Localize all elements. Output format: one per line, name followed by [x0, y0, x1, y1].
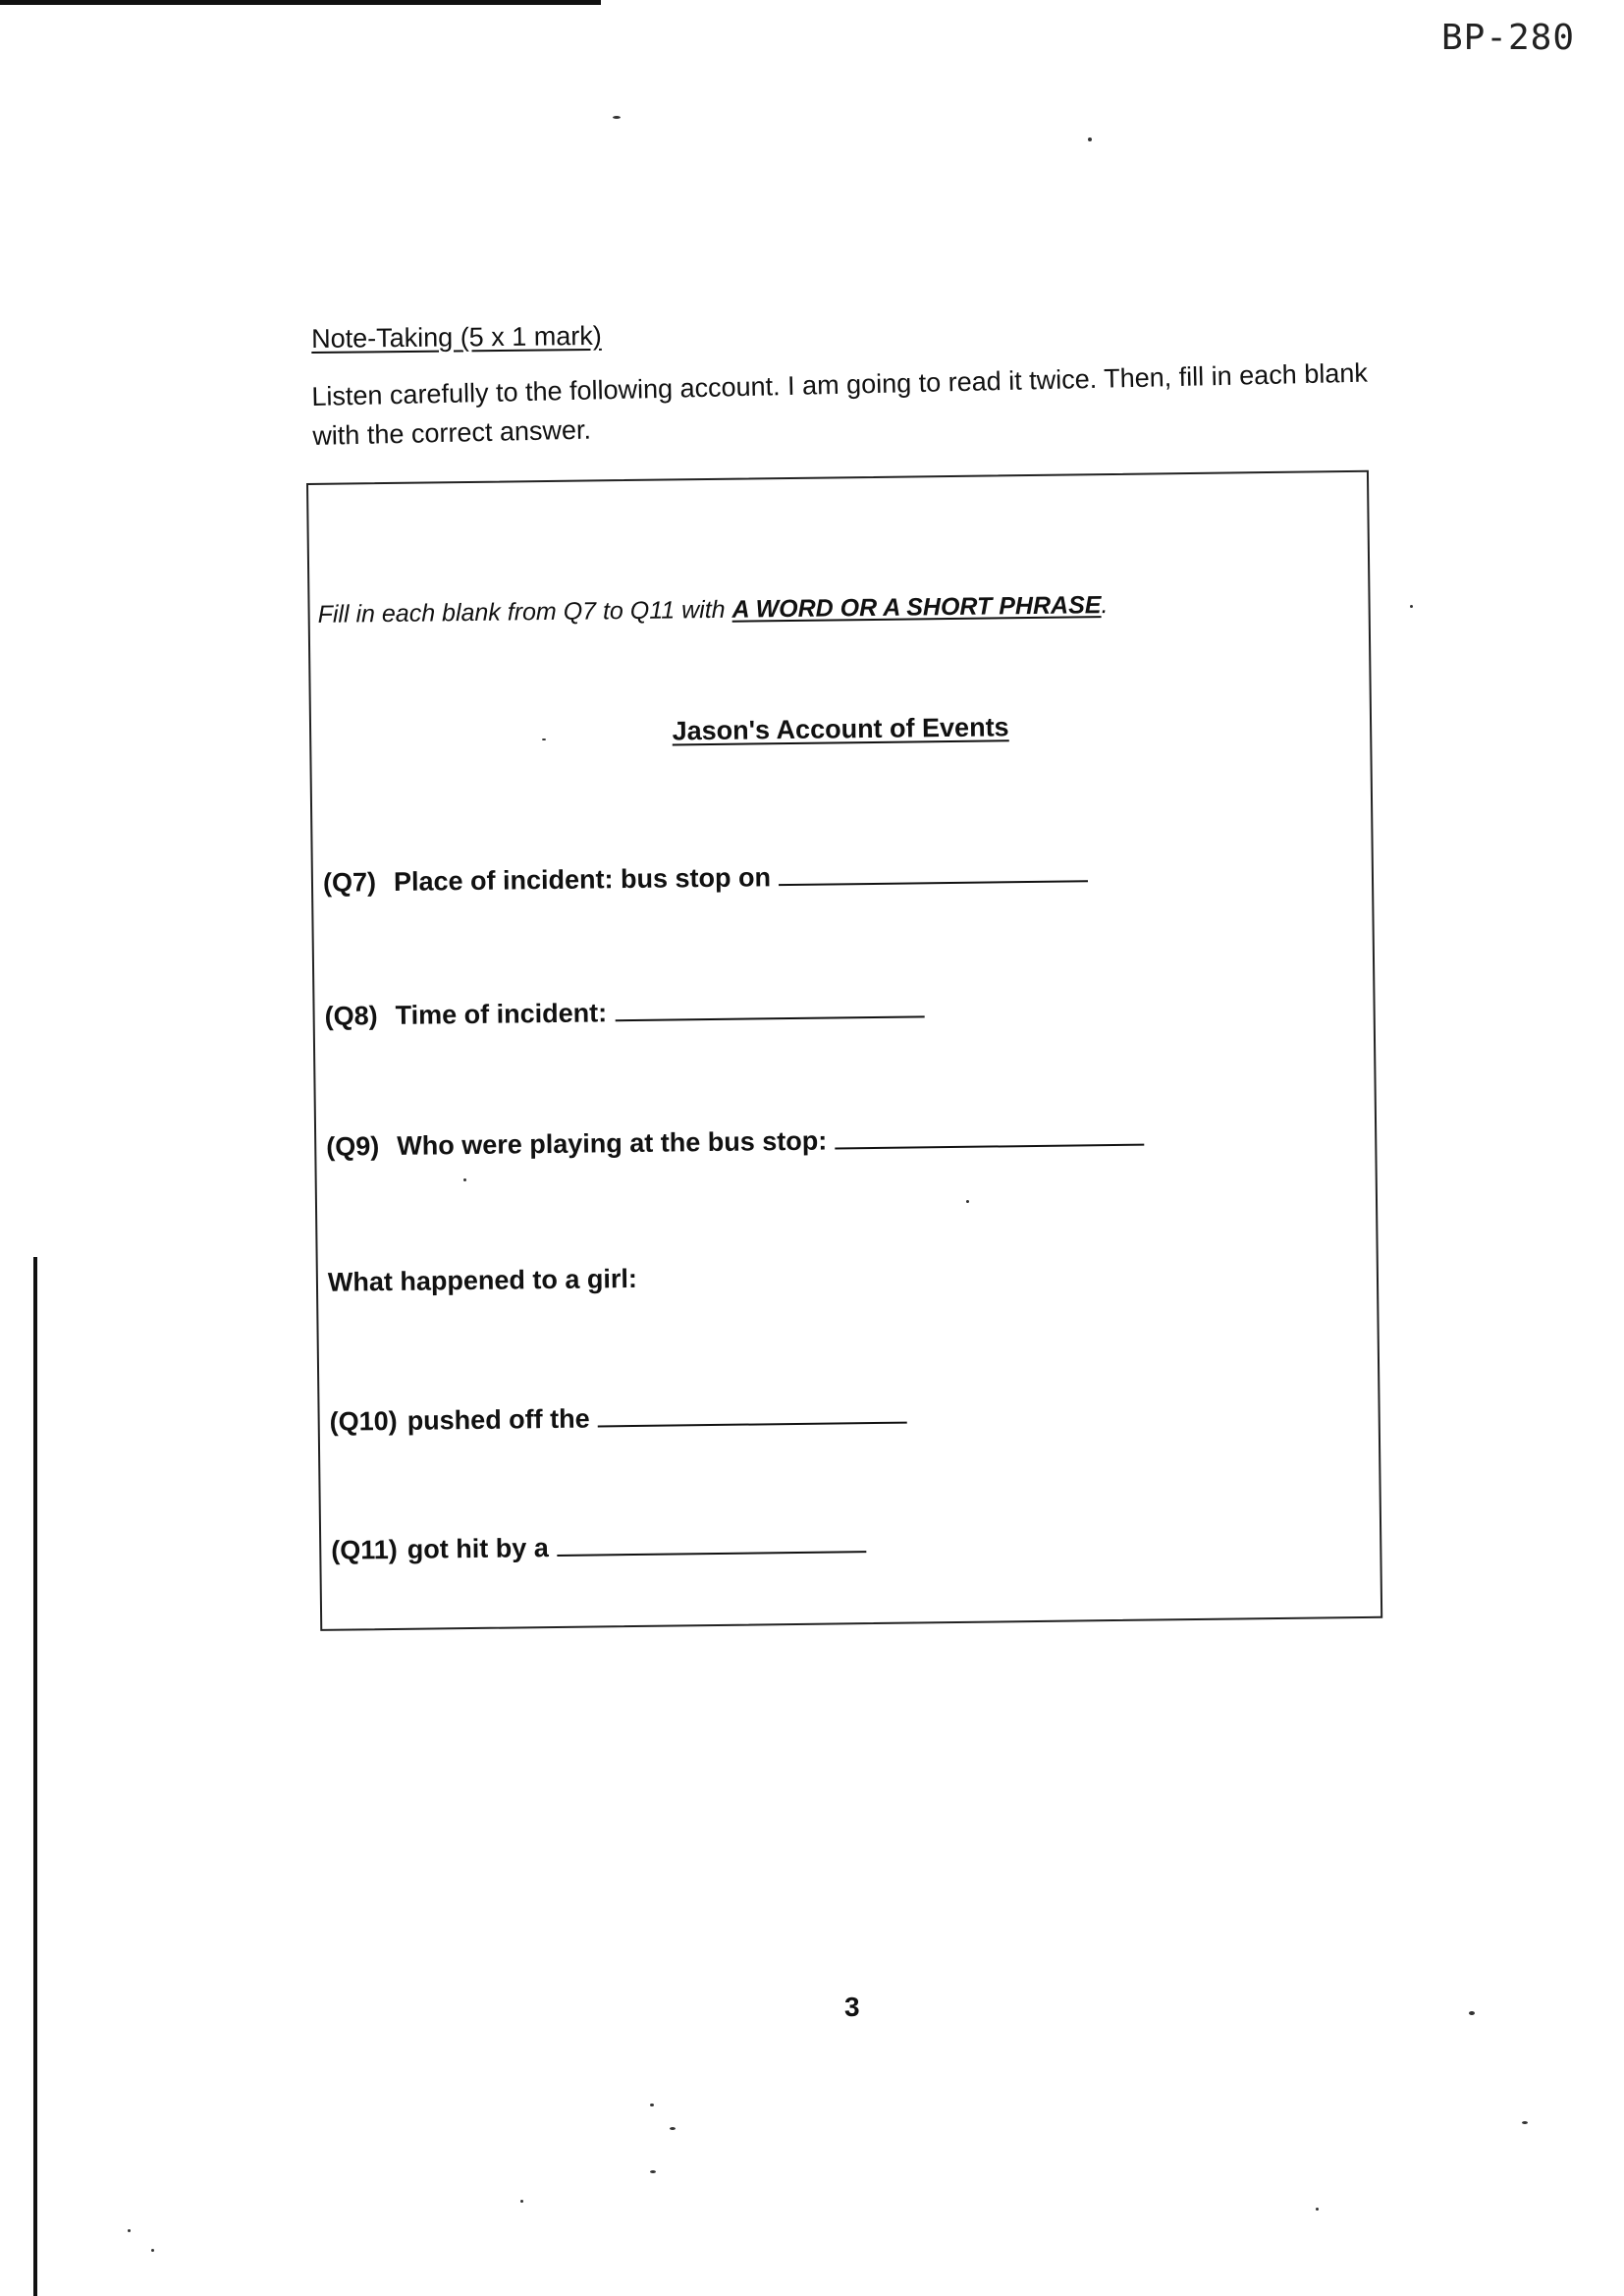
answer-box [306, 470, 1382, 1631]
sub-heading: What happened to a girl: [327, 1263, 638, 1297]
question-q11 [331, 1525, 866, 1566]
question-number: (Q8) [324, 1001, 378, 1031]
section-heading: Note-Taking (5 x 1 mark) [311, 320, 602, 354]
question-q10 [329, 1396, 906, 1438]
scan-speck [1522, 2121, 1528, 2124]
scan-edge-left [33, 1257, 37, 2296]
box-instruction [317, 591, 1108, 629]
scan-speck [670, 2127, 676, 2130]
section-instruction: Listen carefully to the following account. I am going to read it twice. Then, fill in each blank with the correct answer. [311, 357, 1369, 451]
scan-speck [650, 2104, 654, 2106]
scan-speck [151, 2249, 154, 2252]
question-number: (Q7) [322, 867, 377, 898]
question-number: (Q9) [326, 1131, 380, 1162]
question-text: Place of incident: bus stop on [393, 862, 772, 897]
answer-blank-q9[interactable] [835, 1119, 1144, 1150]
page-number: 3 [844, 1992, 860, 2022]
scan-speck [1469, 2011, 1475, 2015]
answer-blank-q10[interactable] [597, 1396, 906, 1428]
question-q9 [326, 1119, 1144, 1163]
question-q8 [324, 990, 924, 1031]
scan-speck [966, 1200, 969, 1203]
question-text: pushed off the [406, 1403, 590, 1436]
scan-speck [520, 2200, 523, 2203]
question-text: got hit by a [406, 1533, 549, 1564]
scan-speck [1088, 137, 1092, 141]
scan-edge-top [0, 0, 601, 5]
scan-speck [463, 1178, 466, 1181]
scan-speck [1410, 605, 1413, 608]
answer-blank-q7[interactable] [779, 854, 1088, 886]
scan-speck [613, 116, 621, 119]
answer-blank-q8[interactable] [615, 990, 924, 1021]
question-text: Who were playing at the bus stop: [397, 1125, 828, 1161]
box-instruction-suffix: . [1101, 591, 1109, 620]
box-instruction-prefix: Fill in each blank from Q7 to Q11 with [317, 595, 732, 629]
scan-speck [1316, 2208, 1319, 2211]
scan-speck [650, 2170, 656, 2173]
question-q7 [323, 854, 1088, 899]
answer-blank-q11[interactable] [557, 1525, 866, 1557]
question-number: (Q11) [331, 1534, 398, 1565]
scan-speck [128, 2229, 131, 2232]
box-title: Jason's Account of Events [672, 712, 1009, 746]
question-number: (Q10) [329, 1405, 398, 1437]
document-code: BP-280 [1440, 18, 1575, 58]
scan-speck [542, 738, 546, 740]
box-instruction-emphasis: A WORD OR A SHORT PHRASE [731, 591, 1102, 624]
question-text: Time of incident: [395, 998, 608, 1030]
